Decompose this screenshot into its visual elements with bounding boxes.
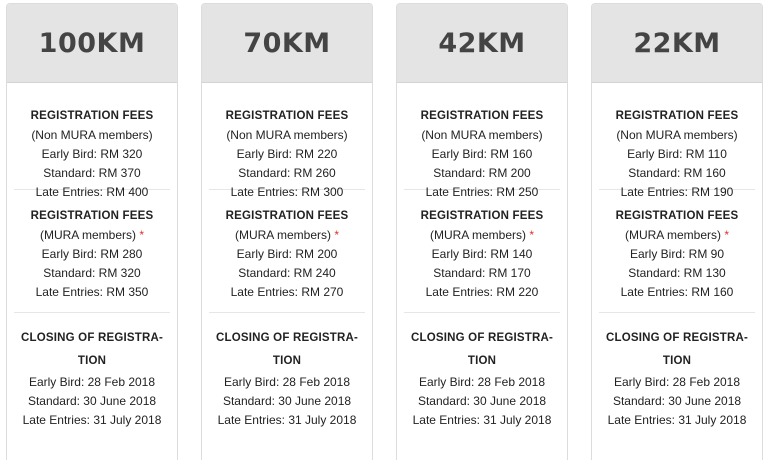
pricing-card-70km [201,3,373,460]
section-heading: REGISTRATION FEES [615,110,739,122]
early-bird-fee: Early Bird: RM 200 [236,247,338,261]
closing-dates [599,313,755,430]
section-heading-cont: TION [662,355,692,367]
late-entry-fee: Late Entries: RM 350 [35,285,149,299]
late-entry-date: Late Entries: 31 July 2018 [217,413,357,427]
late-entry-fee: Late Entries: RM 190 [620,185,734,199]
card-title: 70KM [243,27,331,59]
early-bird-fee: Early Bird: RM 160 [431,147,533,161]
standard-fee: Standard: RM 130 [628,266,726,280]
late-entry-date: Late Entries: 31 July 2018 [412,413,552,427]
non-member-fees [599,83,755,199]
early-bird-date: Early Bird: 28 Feb 2018 [223,375,351,389]
late-entry-date: Late Entries: 31 July 2018 [607,413,747,427]
section-subtitle: (Non MURA members) [31,128,153,142]
standard-fee: Standard: RM 170 [433,266,531,280]
late-entry-fee: Late Entries: RM 400 [35,185,149,199]
section-heading: CLOSING OF REGISTRA- [21,332,163,344]
card-header [592,4,762,83]
section-subtitle: (MURA members) * [39,228,145,242]
card-header [202,4,372,83]
late-entry-fee: Late Entries: RM 160 [620,285,734,299]
section-heading: REGISTRATION FEES [420,210,544,222]
standard-fee: Standard: RM 160 [628,166,726,180]
section-heading: REGISTRATION FEES [615,210,739,222]
standard-date: Standard: 30 June 2018 [27,394,157,408]
pricing-card-100km [6,3,178,460]
required-asterisk: * [529,228,535,242]
card-title: 42KM [438,27,526,59]
standard-fee: Standard: RM 370 [43,166,141,180]
standard-fee: Standard: RM 320 [43,266,141,280]
section-heading: REGISTRATION FEES [225,210,349,222]
standard-fee: Standard: RM 200 [433,166,531,180]
section-subtitle: (MURA members) * [429,228,535,242]
member-fees [404,190,560,313]
section-heading: CLOSING OF REGISTRA- [216,332,358,344]
early-bird-fee: Early Bird: RM 220 [236,147,338,161]
late-entry-fee: Late Entries: RM 250 [425,185,539,199]
standard-date: Standard: 30 June 2018 [417,394,547,408]
late-entry-date: Late Entries: 31 July 2018 [22,413,162,427]
early-bird-fee: Early Bird: RM 90 [629,247,725,261]
pricing-card-42km [396,3,568,460]
non-member-fees [14,83,170,199]
section-subtitle: (Non MURA members) [226,128,348,142]
required-asterisk: * [724,228,730,242]
early-bird-fee: Early Bird: RM 140 [431,247,533,261]
section-subtitle: (Non MURA members) [421,128,543,142]
member-fees [209,190,365,313]
member-fees [14,190,170,313]
card-header [7,4,177,83]
standard-date: Standard: 30 June 2018 [612,394,742,408]
section-heading-cont: TION [77,355,107,367]
late-entry-fee: Late Entries: RM 270 [230,285,344,299]
early-bird-fee: Early Bird: RM 280 [41,247,143,261]
section-subtitle: (MURA members) * [234,228,340,242]
closing-dates [209,313,365,430]
section-heading: REGISTRATION FEES [30,110,154,122]
section-subtitle: (MURA members) * [624,228,730,242]
early-bird-fee: Early Bird: RM 110 [627,147,727,161]
pricing-card-22km [591,3,763,460]
required-asterisk: * [334,228,340,242]
section-heading-cont: TION [272,355,302,367]
non-member-fees [209,83,365,199]
section-heading-cont: TION [467,355,497,367]
early-bird-fee: Early Bird: RM 320 [41,147,143,161]
closing-dates [14,313,170,430]
section-heading: CLOSING OF REGISTRA- [411,332,553,344]
section-heading: REGISTRATION FEES [420,110,544,122]
card-header [397,4,567,83]
standard-date: Standard: 30 June 2018 [222,394,352,408]
card-title: 100KM [38,27,146,59]
early-bird-date: Early Bird: 28 Feb 2018 [28,375,156,389]
section-heading: REGISTRATION FEES [225,110,349,122]
required-asterisk: * [139,228,145,242]
section-subtitle: (Non MURA members) [616,128,738,142]
card-title: 22KM [633,27,721,59]
section-heading: CLOSING OF REGISTRA- [606,332,748,344]
section-heading: REGISTRATION FEES [30,210,154,222]
early-bird-date: Early Bird: 28 Feb 2018 [418,375,546,389]
early-bird-date: Early Bird: 28 Feb 2018 [613,375,741,389]
non-member-fees [404,83,560,199]
late-entry-fee: Late Entries: RM 300 [230,185,344,199]
late-entry-fee: Late Entries: RM 220 [425,285,539,299]
closing-dates [404,313,560,430]
member-fees [599,190,755,313]
standard-fee: Standard: RM 240 [238,266,336,280]
standard-fee: Standard: RM 260 [238,166,336,180]
